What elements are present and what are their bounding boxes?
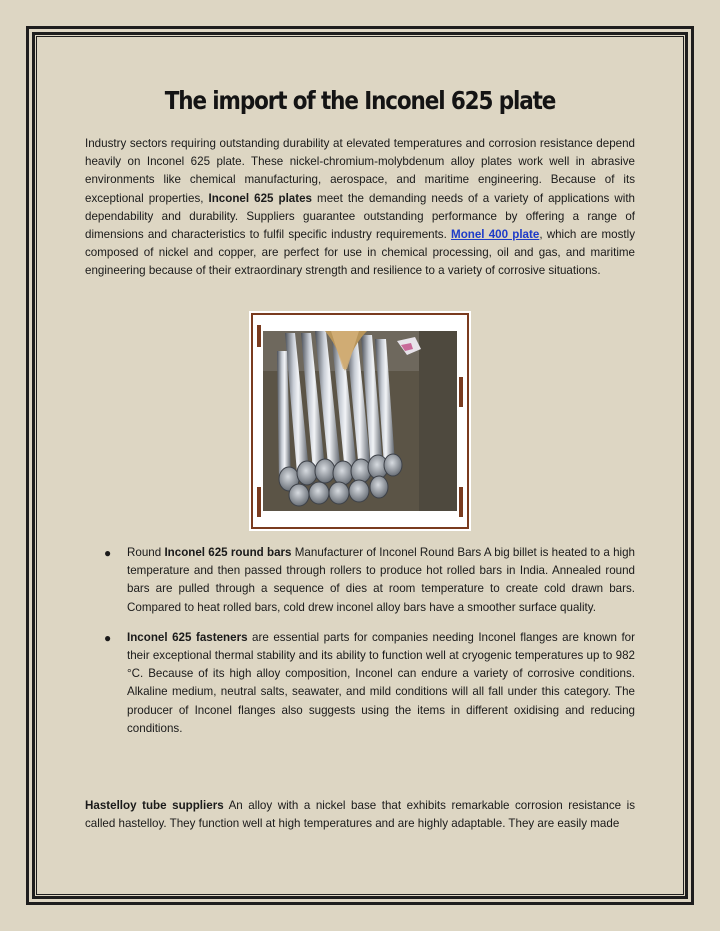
round-bars-photo xyxy=(249,311,471,531)
bullet-bold-term: Inconel 625 round bars xyxy=(164,546,292,559)
monel-400-plate-link[interactable]: Monel 400 plate xyxy=(451,228,540,242)
intro-text-2: meet the demanding needs of a variety of applications with dependability and durability. Suppliers guarantee outstanding performance by offering a range of dimensions and characteristics to fulfil specific industry requirements. xyxy=(85,191,635,242)
closing-text: An alloy with a nickel base that exhibits remarkable corrosion resistance is called hastelloy. They function well at high temperatures and are highly adaptable. They are easily made xyxy=(85,799,636,831)
list-item xyxy=(85,544,635,617)
closing-paragraph xyxy=(85,797,635,833)
bullet-text: Manufacturer of Inconel Round Bars A big billet is heated to a high temperature and then passed through rollers to produce hot rolled bars in India. Annealed round bars are pulled through a sequence of dies at room temperature to create cold drawn bars. Compared to heat rolled bars, cold drew inconel alloy bars have a smoother surface quality. xyxy=(127,546,635,614)
bullet-bold-term: Inconel 625 fasteners xyxy=(127,630,248,644)
bullet-icon: ● xyxy=(104,630,112,645)
bullet-text: are essential parts for companies needing Inconel flanges are known for their exceptional thermal stability and its ability to function well at cryogenic temperatures up to 982 °C. Because of its high alloy composition, Inconel can endure a variety of corrosive conditions. Alkaline medium, neutral salts, seawater, and mild conditions will all fall under this category. The producer of Inconel flanges also suggests using the items in different oxidising and reducing conditions. xyxy=(127,630,635,735)
list-item xyxy=(85,629,635,738)
bullet-icon: ● xyxy=(104,546,112,560)
intro-text-3: , which are mostly composed of nickel and copper, are perfect for use in chemical processing, oil and gas, and maritime engineering because of their extraordinary strength and resilience to a variety of corrosive situations. xyxy=(85,228,635,278)
intro-bold-term: Inconel 625 plates xyxy=(208,191,313,205)
closing-bold-term: Hastelloy tube suppliers xyxy=(85,799,224,812)
bullet-list xyxy=(85,544,635,750)
intro-text-1: Industry sectors requiring outstanding durability at elevated temperatures and corrosion resistance depend heavily on Inconel 625 plate. These nickel-chromium-molybdenum alloy plates work well in abrasive environments like chemical manufacturing, aerospace, and maritime engineering. Because of its exceptional properties, xyxy=(85,137,635,205)
page-title: The import of the Inconel 625 plate xyxy=(164,86,556,115)
intro-paragraph xyxy=(85,135,635,281)
bullet-lead-text: Round xyxy=(127,546,165,559)
